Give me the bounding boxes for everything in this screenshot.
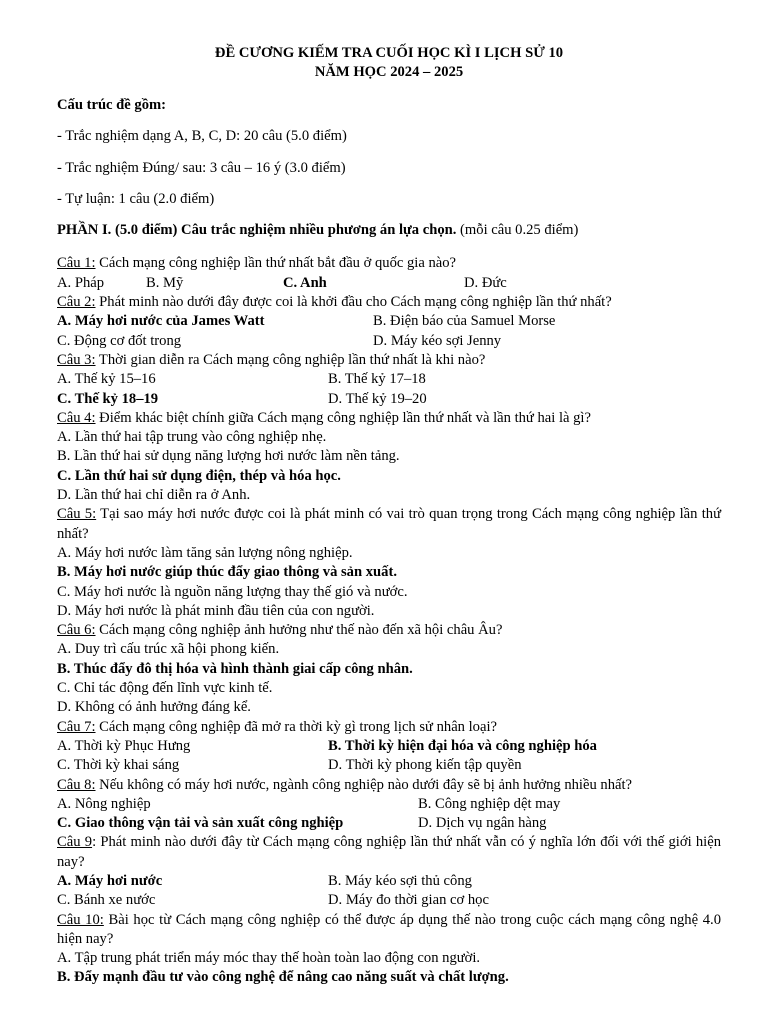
option-c-answer: C. Giao thông vận tải và sản xuất công nghiệp — [57, 815, 344, 832]
option-b: B. Lần thứ hai sử dụng năng lượng hơi nước làm nền tảng. — [57, 448, 400, 465]
question-7-options-row-2 — [57, 756, 721, 775]
option-a-answer: A. Máy hơi nước — [57, 872, 163, 889]
title-line-2: NĂM HỌC 2024 – 2025 — [314, 64, 464, 80]
question-text: : Phát minh nào dưới đây từ Cách mạng công nghiệp lần thứ nhất vẫn có ý nghĩa lớn đối với thế giới hiện nay? — [57, 834, 721, 870]
question-2-options-row-1 — [57, 312, 721, 331]
question-label: Câu 1: — [57, 255, 96, 272]
question-10 — [57, 911, 721, 950]
question-5 — [57, 505, 721, 544]
option-a: A. Pháp — [57, 274, 105, 291]
option-d: D. Thời kỳ phong kiến tập quyền — [328, 757, 522, 774]
title-line-1: ĐỀ CƯƠNG KIẾM TRA CUỐI HỌC KÌ I LỊCH SỬ 10 — [214, 45, 564, 61]
question-text: Cách mạng công nghiệp ảnh hưởng như thế nào đến xã hội châu Âu? — [95, 622, 503, 639]
question-text: Bài học từ Cách mạng công nghiệp có thể được áp dụng thế nào trong cuộc cách mạng công nghệ 4.0 hiện nay? — [57, 911, 721, 947]
option-b-answer: B. Máy hơi nước giúp thúc đẩy giao thông và sản xuất. — [57, 564, 397, 581]
document-title — [57, 44, 721, 82]
question-3-options-row-2 — [57, 390, 721, 409]
question-8-options-row-2 — [57, 814, 721, 833]
option-d: D. Thế kỷ 19–20 — [328, 390, 427, 407]
option-a: A. Nông nghiệp — [57, 795, 151, 812]
question-1 — [57, 254, 721, 273]
part-1-heading — [57, 221, 721, 240]
question-text: Nếu không có máy hơi nước, ngành công nghiệp nào dưới đây sẽ bị ảnh hưởng nhiều nhất? — [95, 776, 632, 793]
option-d: D. Máy kéo sợi Jenny — [373, 332, 502, 349]
question-text: Điểm khác biệt chính giữa Cách mạng công nghiệp lần thứ nhất và lần thứ hai là gì? — [95, 409, 591, 426]
structure-item-true-false: - Trắc nghiệm Đúng/ sau: 3 câu – 16 ý (3.0 điểm) — [57, 159, 346, 176]
option-d: D. Lần thứ hai chỉ diễn ra ở Anh. — [57, 487, 251, 504]
option-b-answer: B. Thời kỳ hiện đại hóa và công nghiệp hóa — [328, 737, 597, 754]
option-c: C. Chỉ tác động đến lĩnh vực kinh tế. — [57, 680, 273, 697]
structure-item-essay: - Tự luận: 1 câu (2.0 điểm) — [57, 190, 215, 207]
option-c: C. Bánh xe nước — [57, 892, 156, 909]
option-d: D. Đức — [464, 274, 507, 291]
option-b: B. Công nghiệp dệt may — [418, 795, 561, 812]
option-c: C. Máy hơi nước là nguồn năng lượng thay thế gió và nước. — [57, 583, 408, 600]
option-d: D. Dịch vụ ngân hàng — [418, 815, 547, 832]
question-label: Câu 8: — [57, 776, 96, 793]
option-a: A. Thế kỷ 15–16 — [57, 371, 156, 388]
question-4 — [57, 409, 721, 428]
option-c-answer: C. Anh — [283, 274, 327, 291]
question-8-options-row-1 — [57, 795, 721, 814]
structure-item-multiple-choice: - Trắc nghiệm dạng A, B, C, D: 20 câu (5.0 điểm) — [57, 128, 347, 145]
question-8 — [57, 776, 721, 795]
option-a: A. Thời kỳ Phục Hưng — [57, 737, 191, 754]
option-a: A. Máy hơi nước làm tăng sản lượng nông nghiệp. — [57, 544, 353, 561]
option-b-answer: B. Thúc đẩy đô thị hóa và hình thành giai cấp công nhân. — [57, 660, 413, 677]
question-label: Câu 10: — [57, 911, 104, 928]
option-d: D. Máy đo thời gian cơ học — [328, 892, 489, 909]
question-6 — [57, 621, 721, 640]
question-9-options-row-2 — [57, 891, 721, 910]
option-c: C. Động cơ đốt trong — [57, 332, 182, 349]
question-9 — [57, 833, 721, 872]
question-text: Cách mạng công nghiệp lần thứ nhất bắt đầu ở quốc gia nào? — [95, 255, 457, 272]
question-label: Câu 9 — [57, 834, 93, 851]
question-text: Thời gian diễn ra Cách mạng công nghiệp lần thứ nhất là khi nào? — [95, 351, 486, 368]
option-b: B. Máy kéo sợi thủ công — [328, 872, 472, 889]
option-b: B. Điện báo của Samuel Morse — [373, 313, 556, 330]
question-3 — [57, 351, 721, 370]
option-c-answer: C. Lần thứ hai sử dụng điện, thép và hóa học. — [57, 467, 341, 484]
part-1-title: PHẦN I. (5.0 điểm) Câu trắc nghiệm nhiều phương án lựa chọn. — [57, 222, 457, 239]
option-a: A. Tập trung phát triển máy móc thay thế hoàn toàn lao động con người. — [57, 950, 481, 967]
question-text: Cách mạng công nghiệp đã mở ra thời kỳ gì trong lịch sử nhân loại? — [95, 718, 497, 735]
question-label: Câu 6: — [57, 622, 96, 639]
question-label: Câu 4: — [57, 409, 96, 426]
question-label: Câu 2: — [57, 294, 96, 311]
question-1-options — [57, 274, 721, 293]
question-label: Câu 5: — [57, 506, 97, 523]
option-b: B. Mỹ — [146, 274, 184, 291]
part-1-note: (mỗi câu 0.25 điểm) — [456, 222, 579, 239]
question-3-options-row-1 — [57, 370, 721, 389]
option-d: D. Máy hơi nước là phát minh đầu tiên của con người. — [57, 602, 375, 619]
question-2-options-row-2 — [57, 332, 721, 351]
option-a: A. Lần thứ hai tập trung vào công nghiệp nhẹ. — [57, 429, 327, 446]
option-c: C. Thời kỳ khai sáng — [57, 757, 180, 774]
question-2 — [57, 293, 721, 312]
option-a-answer: A. Máy hơi nước của James Watt — [57, 313, 265, 330]
question-label: Câu 7: — [57, 718, 96, 735]
question-list — [57, 254, 721, 987]
document-page — [57, 44, 721, 988]
option-a: A. Duy trì cấu trúc xã hội phong kiến. — [57, 641, 280, 658]
question-label: Câu 3: — [57, 351, 96, 368]
question-text: Phát minh nào dưới đây được coi là khởi đầu cho Cách mạng công nghiệp lần thứ nhất? — [95, 294, 612, 311]
option-c-answer: C. Thế kỷ 18–19 — [57, 390, 159, 407]
option-d: D. Không có ảnh hưởng đáng kể. — [57, 699, 251, 716]
question-text: Tại sao máy hơi nước được coi là phát minh có vai trò quan trọng trong Cách mạng công nghiệp lần thứ nhất? — [57, 506, 721, 542]
question-9-options-row-1 — [57, 872, 721, 891]
question-7-options-row-1 — [57, 737, 721, 756]
question-7 — [57, 718, 721, 737]
option-b-answer: B. Đẩy mạnh đầu tư vào công nghệ để nâng cao năng suất và chất lượng. — [57, 969, 509, 986]
option-b: B. Thế kỷ 17–18 — [328, 371, 426, 388]
structure-heading: Cấu trúc đề gồm: — [57, 97, 167, 113]
